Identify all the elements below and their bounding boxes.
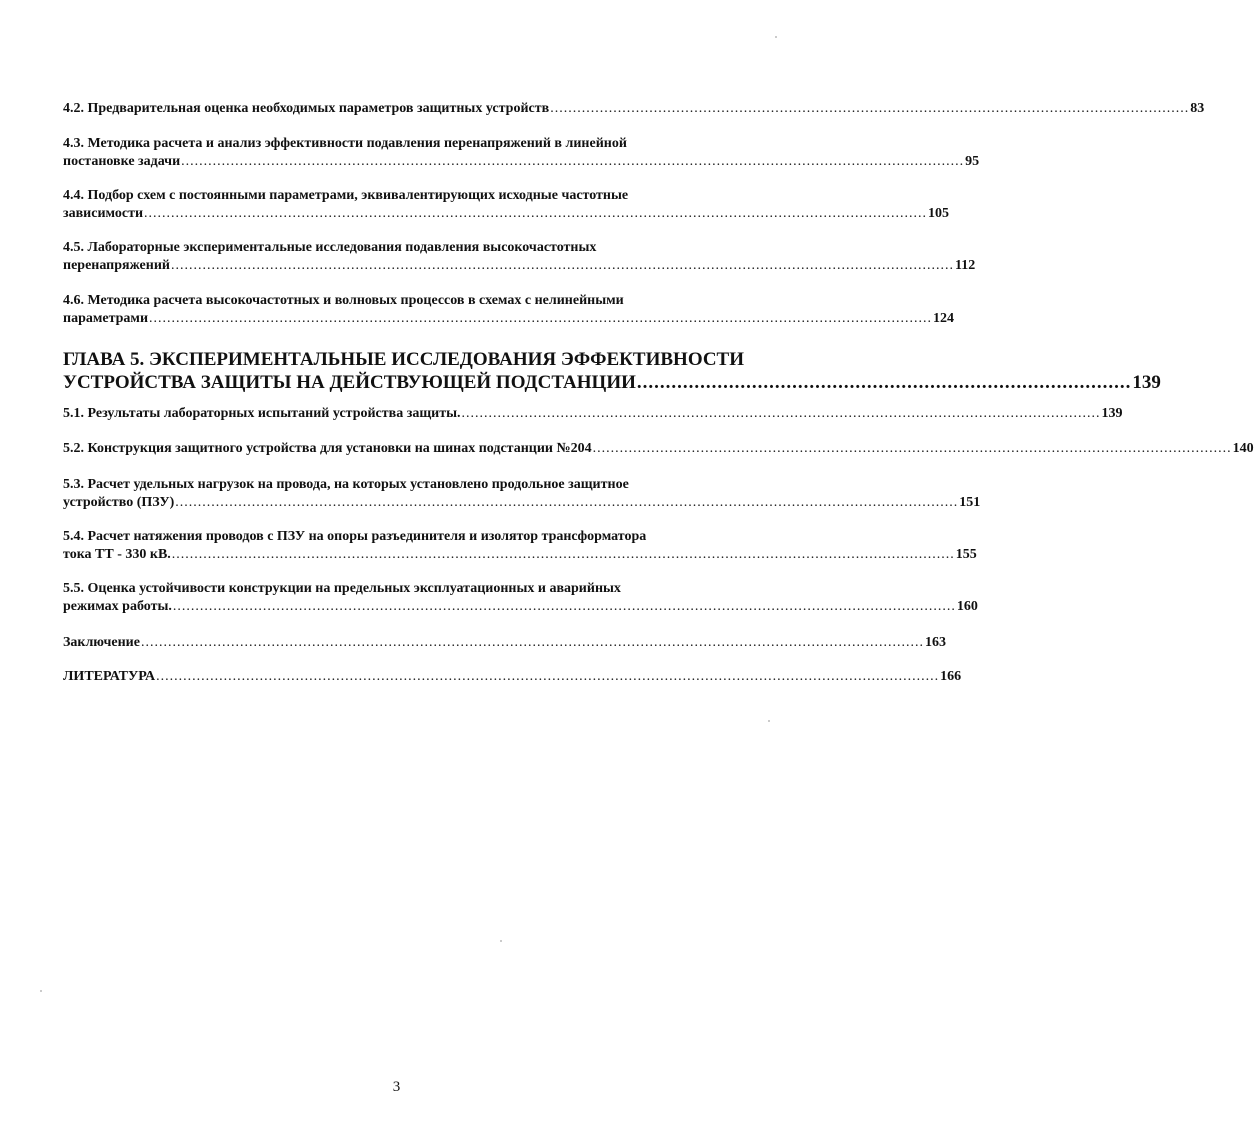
toc-entry-page: 112	[954, 258, 976, 273]
toc-entry-page: 105	[928, 206, 950, 221]
toc-entry-title: 4.2. Предварительная оценка необходимых параметров защитных устройств	[63, 101, 550, 116]
toc-entry-title-cont: зависимости	[63, 206, 144, 221]
toc-entry-title-cont: параметрами	[63, 311, 149, 326]
leader-dots: ..............................................................................................................................................................................	[140, 635, 924, 650]
leader-dots: ......................................................................................	[636, 372, 1132, 393]
toc-entry-5-5	[63, 580, 978, 616]
toc-entry-title: 5.1. Результаты лабораторных испытаний устройства защиты.	[63, 406, 461, 421]
toc-entry-4-2	[63, 100, 1205, 118]
leader-dots: ..............................................................................................................................................................................	[156, 669, 940, 684]
page-number: 3	[392, 1079, 401, 1095]
toc-entry-5-2	[63, 440, 1254, 458]
leader-dots: ..............................................................................................................................................................................	[175, 495, 959, 510]
leader-dots: ..............................................................................................................................................................................	[172, 599, 956, 614]
toc-entry-title: 5.5. Оценка устойчивости конструкции на предельных эксплуатационных и аварийных	[63, 581, 621, 596]
toc-entry-page: 124	[933, 311, 955, 326]
toc-entry-4-3	[63, 135, 980, 171]
scan-speck	[500, 940, 502, 942]
toc-entry-page: 83	[1190, 101, 1205, 116]
toc-entry-page: 163	[924, 635, 946, 650]
toc-entry-page: 151	[959, 495, 981, 510]
scan-speck	[775, 36, 777, 38]
toc-entry-page: 139	[1132, 372, 1161, 393]
toc-entry-title: Заключение	[63, 635, 140, 650]
leader-dots: ..............................................................................................................................................................................	[149, 311, 933, 326]
leader-dots: ..............................................................................................................................................................................	[144, 206, 928, 221]
toc-entry-5-3	[63, 476, 981, 512]
toc-entry-4-5	[63, 239, 976, 275]
leader-dots: ..............................................................................................................................................................................	[181, 154, 965, 169]
toc-entry-5-4	[63, 528, 977, 564]
leader-dots: ..............................................................................................................................................	[461, 406, 1101, 421]
toc-entry-4-6	[63, 292, 955, 328]
leader-dots: ..............................................................................................................................................	[592, 441, 1232, 456]
toc-entry-page: 160	[956, 599, 978, 614]
toc-entry-title: 4.5. Лабораторные экспериментальные исследования подавления высокочастотных	[63, 240, 597, 255]
toc-entry-title: 4.4. Подбор схем с постоянными параметрами, эквивалентирующих исходные частотные	[63, 188, 629, 203]
scan-speck	[768, 720, 770, 722]
leader-dots: ..............................................................................................................................................................................	[171, 547, 955, 562]
leader-dots: ..............................................................................................................................................................................	[170, 258, 954, 273]
chapter-title: ГЛАВА 5. ЭКСПЕРИМЕНТАЛЬНЫЕ ИССЛЕДОВАНИЯ ЭФФЕКТИВНОСТИ	[63, 349, 745, 370]
toc-entry-conclusion	[63, 634, 946, 652]
toc-chapter-5	[63, 348, 1161, 394]
toc-entry-title-cont: тока ТТ - 330 кВ.	[63, 547, 171, 562]
toc-entry-page: 140	[1232, 441, 1254, 456]
scan-speck	[40, 990, 42, 992]
toc-entry-literature	[63, 668, 962, 686]
toc-entry-page: 95	[965, 154, 980, 169]
toc-entry-title: 4.6. Методика расчета высокочастотных и волновых процессов в схемах с нелинейными	[63, 293, 624, 308]
toc-entry-4-4	[63, 187, 950, 223]
toc-entry-title-cont: режимах работы.	[63, 599, 172, 614]
toc-entry-5-1	[63, 405, 1123, 423]
toc-entry-title: 4.3. Методика расчета и анализ эффективности подавления перенапряжений в линейной	[63, 136, 627, 151]
toc-entry-title: ЛИТЕРАТУРА	[63, 669, 156, 684]
toc-entry-title-cont: постановке задачи	[63, 154, 181, 169]
toc-entry-title-cont: устройство (ПЗУ)	[63, 495, 175, 510]
toc-entry-page: 155	[955, 547, 977, 562]
toc-entry-page: 139	[1101, 406, 1123, 421]
chapter-title-cont: УСТРОЙСТВА ЗАЩИТЫ НА ДЕЙСТВУЮЩЕЙ ПОДСТАНЦИИ	[63, 372, 636, 393]
toc-entry-title: 5.2. Конструкция защитного устройства для установки на шинах подстанции №204	[63, 441, 592, 456]
toc-entry-title: 5.3. Расчет удельных нагрузок на провода, на которых установлено продольное защитное	[63, 477, 629, 492]
toc-entry-title: 5.4. Расчет натяжения проводов с ПЗУ на опоры разъединителя и изолятор трансформатора	[63, 529, 647, 544]
leader-dots: ..............................................................................................................................................	[550, 101, 1190, 116]
toc-entry-page: 166	[940, 669, 962, 684]
toc-entry-title-cont: перенапряжений	[63, 258, 170, 273]
